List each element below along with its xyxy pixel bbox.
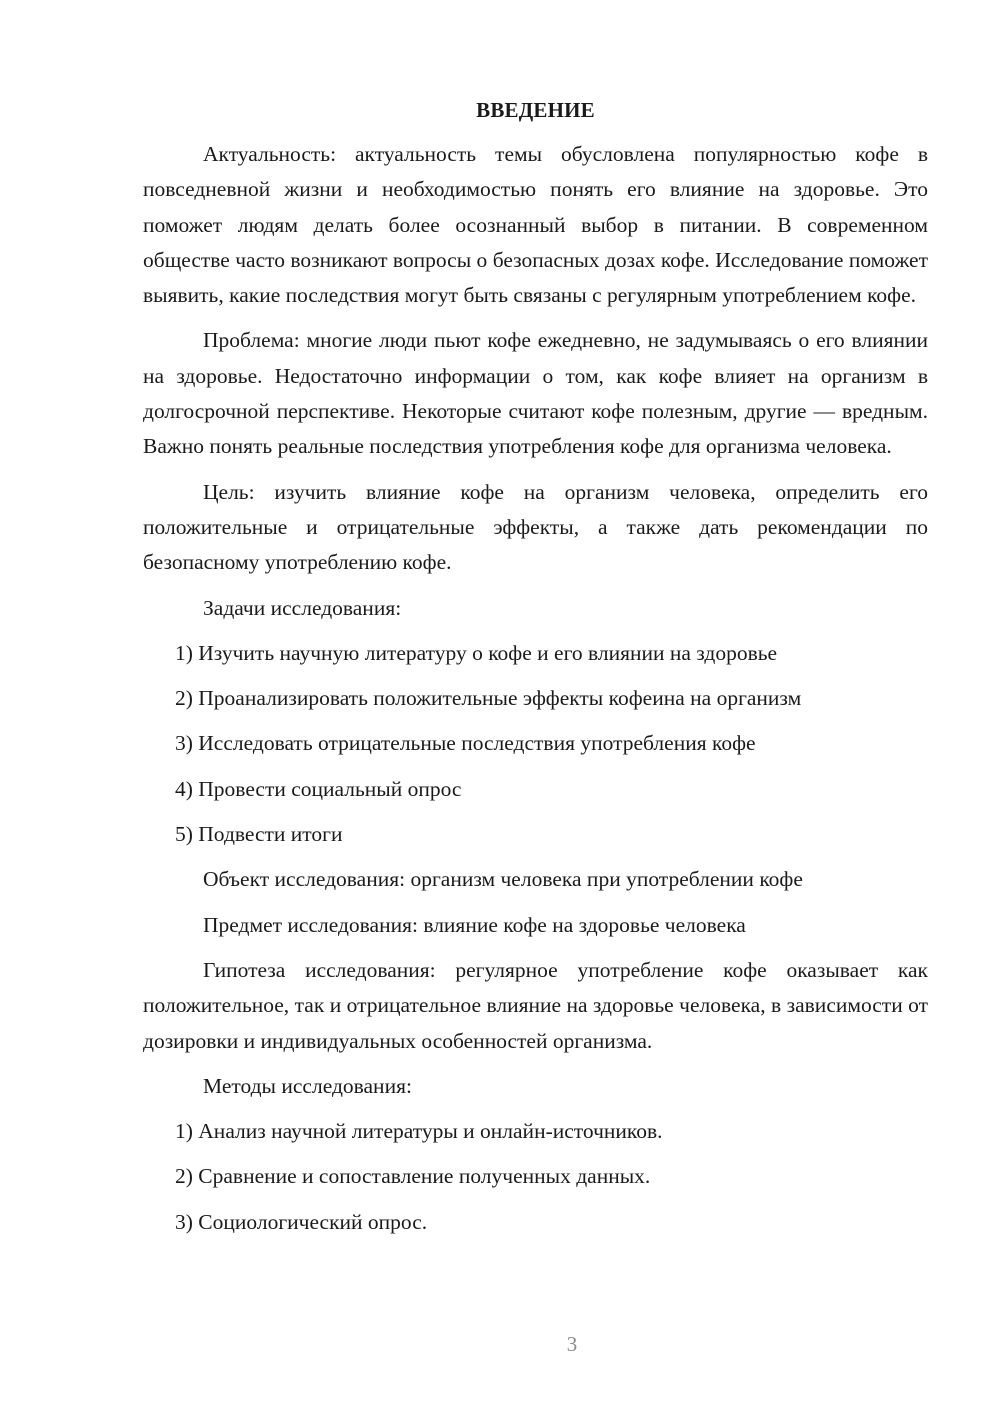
goal-paragraph: Цель: изучить влияние кофе на организм человека, определить его положительные и отрицательные эффекты, а также дать рекомендации по безопасному употреблению кофе.: [143, 479, 928, 575]
page-content: [143, 92, 928, 1250]
list-item: 2) Сравнение и сопоставление полученных данных.: [175, 1164, 651, 1189]
methods-list: [143, 1114, 928, 1240]
page-number: 3: [566, 1332, 578, 1356]
section-title: ВВЕДЕНИЕ: [476, 98, 595, 122]
list-item: 5) Подвести итоги: [175, 822, 343, 847]
list-item: 3) Исследовать отрицательные последствия употребления кофе: [175, 731, 756, 756]
subject-paragraph: Предмет исследования: влияние кофе на здоровье человека: [203, 912, 746, 937]
hypothesis-paragraph: Гипотеза исследования: регулярное употребление кофе оказывает как положительное, так и отрицательное влияние на здоровье человека, в зависимости от дозировки и индивидуальных особенностей организма.: [143, 957, 928, 1053]
list-item: 2) Проанализировать положительные эффекты кофеина на организм: [175, 686, 802, 711]
list-item: 4) Провести социальный опрос: [175, 776, 462, 801]
tasks-heading: Задачи исследования:: [203, 595, 402, 620]
list-item: 1) Анализ научной литературы и онлайн-источников.: [175, 1119, 663, 1144]
methods-heading: Методы исследования:: [203, 1073, 412, 1098]
tasks-list: [143, 636, 928, 852]
actuality-paragraph: Актуальность: актуальность темы обусловлена популярностью кофе в повседневной жизни и необходимостью понять его влияние на здоровье. Это поможет людям делать более осознанный выбор в питании. В современном обществе часто возникают вопросы о безопасных дозах кофе. Исследование поможет выявить, какие последствия могут быть связаны с регулярным употреблением кофе.: [143, 142, 928, 308]
list-item: 1) Изучить научную литературу о кофе и его влиянии на здоровье: [175, 640, 778, 665]
object-paragraph: Объект исследования: организм человека при употреблении кофе: [203, 867, 803, 892]
problem-paragraph: Проблема: многие люди пьют кофе ежедневно, не задумываясь о его влиянии на здоровье. Недостаточно информации о том, как кофе влияет на организм в долгосрочной перспективе. Некоторые считают кофе полезным, другие — вредным. Важно понять реальные последствия употребления кофе для организма человека.: [143, 328, 928, 459]
list-item: 3) Социологический опрос.: [175, 1209, 428, 1234]
